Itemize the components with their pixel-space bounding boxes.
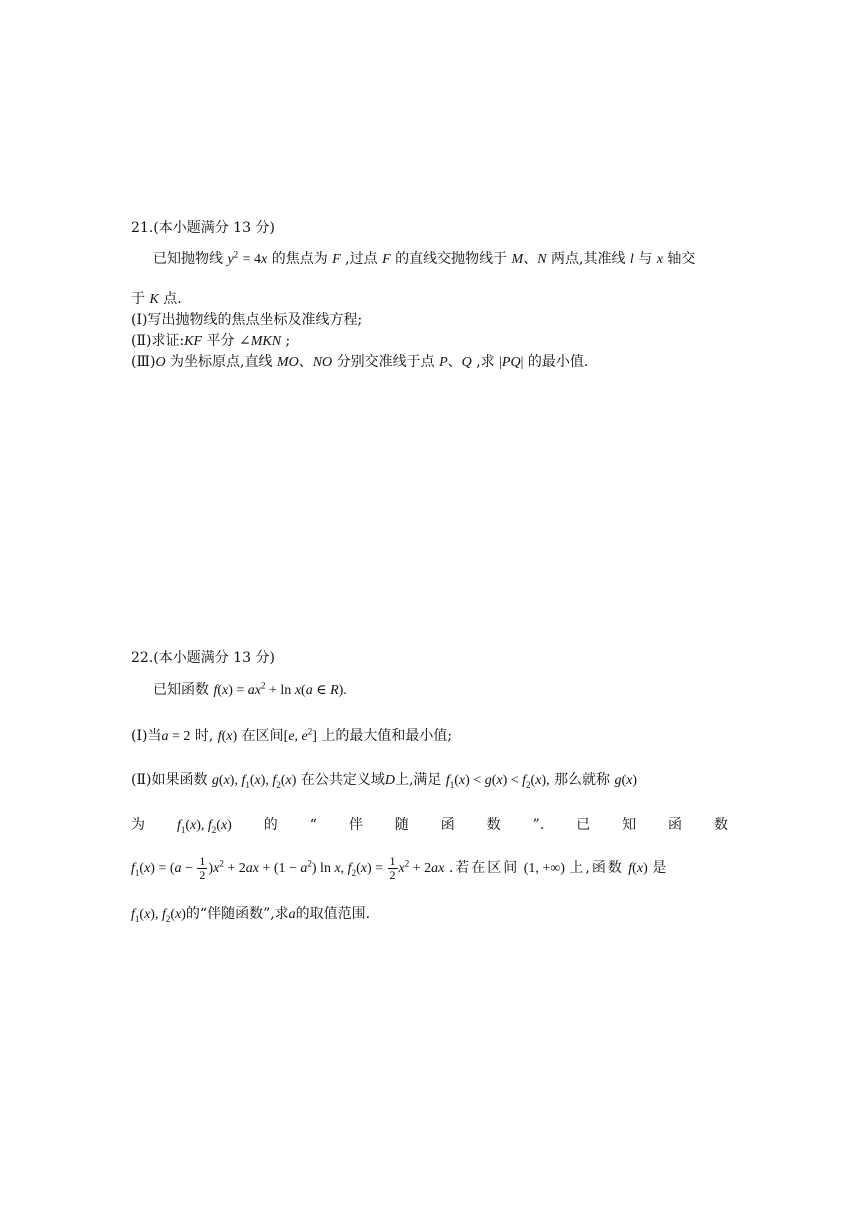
q22-part1-text: (Ⅰ)当 xyxy=(131,728,162,744)
q22-part2-line2 xyxy=(131,815,728,836)
q22-part1-text: 在区间 xyxy=(241,728,284,744)
q22-stem: 已知函数 $f(x) = ax^2 + \ln x(a$ ∈ R). xyxy=(153,680,347,698)
q21-stem-text: 与 xyxy=(638,251,653,267)
q22-word: 已 xyxy=(576,817,591,833)
q22-part2-text: 那么就称 xyxy=(554,772,611,788)
q21-part2: (Ⅱ)求证:KF 平分 ∠MKN ; xyxy=(131,333,291,349)
q22-word: 函 xyxy=(440,817,455,833)
q22-f1f2-expression: $f_1(x)$, $f_2(x)$ xyxy=(176,818,232,835)
q22-part2-text: 是 xyxy=(652,860,667,876)
q22-word: 函 xyxy=(668,817,682,833)
q21-stem-text: 于 xyxy=(131,291,145,307)
q22-part2-line1: (Ⅱ)如果函数 g(x), $f_1(x)$, $f_2(x)$ 在公共定义域D上,满足 $f_1(x) < g(x) < f_2(x)$, 那么就称 g(x) xyxy=(131,772,638,790)
q21-stem-line2: 于 K 点. xyxy=(131,291,182,307)
q21-part3-text: 为坐标原点,直线 xyxy=(170,354,273,370)
q21-stem-text: ,过点 xyxy=(345,251,378,267)
q22-part2-text: 的“伴随函数”,求 xyxy=(185,906,289,922)
q22-word: 随 xyxy=(394,817,409,833)
q22-part1-text: 时, xyxy=(194,728,214,744)
q22-part2-line4: $f_1(x)$, $f_2(x)$的“伴随函数”,求a的取值范围. xyxy=(131,906,371,924)
q22-word: 的 xyxy=(263,817,278,833)
q22-part1-text: 上的最大值和最小值; xyxy=(321,728,453,744)
q21-part1: (Ⅰ)写出抛物线的焦点坐标及准线方程; xyxy=(131,312,363,328)
q22-part2-text: 的取值范围. xyxy=(295,906,371,922)
q21-stem-text: 两点,其准线 xyxy=(551,251,626,267)
q21-part2-text: ; xyxy=(285,333,291,349)
q21-part2-text: (Ⅱ)求证: xyxy=(131,333,185,349)
q21-stem-text: 点. xyxy=(163,291,182,307)
q22-part2-text: (Ⅱ)如果函数 xyxy=(131,772,208,788)
q21-stem-text: 的直线交抛物线于 xyxy=(395,251,508,267)
q22-header: 22.(本小题满分 13 分) xyxy=(131,650,275,666)
q22-word: 知 xyxy=(622,817,637,833)
q22-word: “ xyxy=(309,817,317,833)
q21-stem-text: 的焦点为 xyxy=(271,251,328,267)
q22-word: 数 xyxy=(713,817,728,833)
q22-part2-text: 上,满足 xyxy=(394,772,442,788)
q22-stem-text: 已知函数 xyxy=(153,682,209,698)
q21-header: 21.(本小题满分 13 分) xyxy=(131,220,275,236)
q21-part3-text: 分别交准线于点 xyxy=(336,354,435,370)
q21-part3-text: (Ⅲ) xyxy=(131,354,156,370)
q22-word: 数 xyxy=(486,817,501,833)
q22-word: ”. xyxy=(532,817,545,833)
q22-part2-text: 上,函数 xyxy=(569,860,624,876)
q22-part1: (Ⅰ)当a = 2 时, f(x) 在区间[e, $e^2$] 上的最大值和最小值; xyxy=(131,726,453,744)
q21-part2-text: 平分 xyxy=(206,333,235,349)
q22-part2-text: .若在区间 xyxy=(448,860,520,876)
q22-part2-line3: $f_1(x) = (a$ − $\frac{1}{2}$ )$x^2 + 2ax + (1 - a^2)$ ln x, $f_2(x)$ = $\frac{1}{2}$ $x^2 + 2ax$ .若在区间 (1, +∞) 上,函数 f(x) 是 xyxy=(131,853,667,882)
q21-stem-text: 轴交 xyxy=(667,251,696,267)
q21-stem-line1: 已知抛物线 $y^2 = 4x$ 的焦点为 F ,过点 F 的直线交抛物线于 M、N 两点,其准线 l 与 x 轴交 xyxy=(153,249,696,267)
q21-part3: (Ⅲ)O 为坐标原点,直线 MO、NO 分别交准线于点 P、Q ,求 |PQ| 的最小值. xyxy=(131,354,589,370)
q22-word: 为 xyxy=(131,817,145,833)
q22-word: 伴 xyxy=(348,817,363,833)
q21-part3-text: ,求 xyxy=(476,354,495,370)
q21-part3-text: 的最小值. xyxy=(527,354,589,370)
q22-part2-text: 在公共定义域 xyxy=(300,772,385,788)
q21-stem-text: 已知抛物线 xyxy=(153,251,223,267)
